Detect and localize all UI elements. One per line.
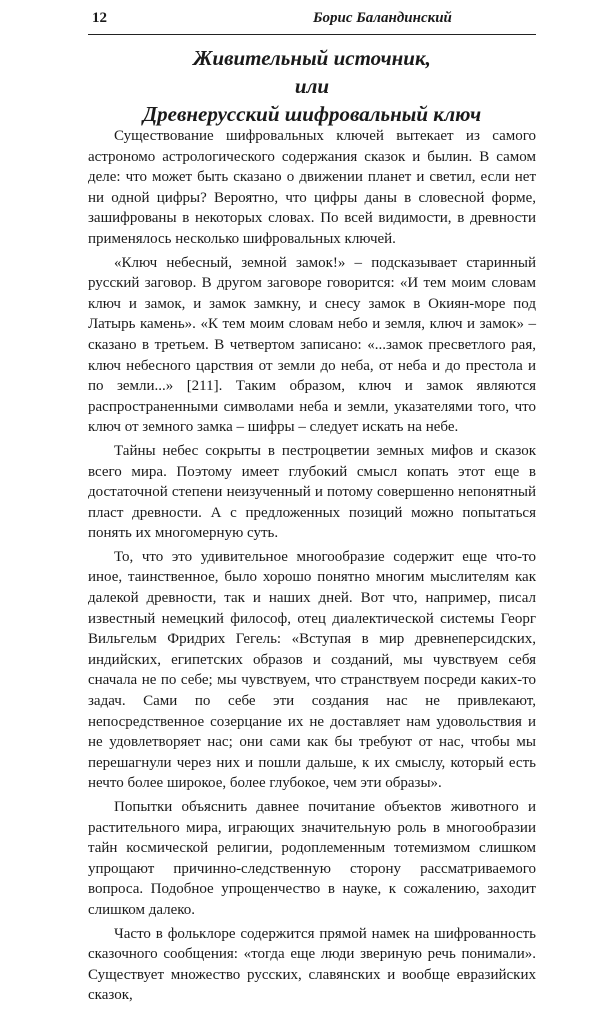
chapter-title-line-2: или xyxy=(294,74,330,98)
paragraph: Тайны небес сокрыты в пестроцветии земных мифов и сказок всего мира. Поэтому имеет глубокий смысл копать этот еще в достаточной степени неизученный и потому совершенно непонятный пласт древности. А с предложенных позиций можно попытаться понять их многомерную суть. xyxy=(88,442,536,542)
paragraph: Существование шифровальных ключей вытекает из самого астрономо астрологического содержания сказок и былин. В самом деле: что может быть сказано о движении планет и светил, если нет ни одной цифры? Вероятно, что цифры даны в словесной форме, зашифрованы в некоторых словах. По всей видимости, в древности применялось несколько шифровальных ключей. xyxy=(88,128,536,247)
paragraph: «Ключ небесный, земной замок!» – подсказывает старинный русский заговор. В другом заговоре говорится: «И тем моим словам ключ и замок, и замок замкну, и снесу замок в Окиян-море под Латырь камень». «К тем моим словам небо и земля, ключ и замок» – сказано в третьем. В четвертом записано: «...замок пресветлого рая, ключ небесного царствия от земли до неба, от неба и до престола и по земли...» [211]. Таким образом, ключ и замок являются распространенными символами неба и земли, указателями того, что ключ от земного замка – шифры – следует искать на небе. xyxy=(88,254,536,436)
paragraph: Попытки объяснить давнее почитание объектов животного и растительного мира, играющих значительную роль в многообразии тайн космической религии, родоплеменным тотемизмом слишком упрощают причинно-следственную сторону рассматриваемого вопроса. Подобное упрощенчество в науке, к сожалению, заходит слишком далеко. xyxy=(88,799,536,918)
page-header xyxy=(88,10,536,35)
paragraph: То, что это удивительное многообразие содержит еще что-то иное, таинственное, было хорошо понятно многим мыслителям как далекой древности, так и наших дней. Вот что, например, писал известный немецкий философ, отец диалектической системы Георг Вильгельм Фридрих Гегель: «Вступая в мир древнеперсидских, индийских, египетских образов и созданий, мы чувствуем себя сначала не по себе; мы чувствуем, что странствуем посреди каких-то задач. Сами по себе эти создания нас не привлекают, непосредственное созерцание их не доставляет нам удовольствия и не удовлетворяет нас; они сами как бы требуют от нас, чтобы мы перешагнули через них и пошли дальше, к их смыслу, который есть нечто более широкое, более глубокое, чем эти образы». xyxy=(88,548,536,792)
chapter-title xyxy=(88,44,536,128)
running-head-author: Борис Баландинский xyxy=(313,10,452,26)
page-number: 12 xyxy=(92,10,107,26)
chapter-title-line-3: Древнерусский шифровальный ключ xyxy=(142,102,482,126)
chapter-title-line-1: Живительный источник, xyxy=(193,46,431,70)
paragraph: Часто в фольклоре содержится прямой намек на шифрованность сказочного сообщения: «тогда еще люди звериную речь понимали». Существует множество русских, славянских и вообще евразийских сказок, xyxy=(88,925,536,1004)
body-text xyxy=(88,126,536,1009)
